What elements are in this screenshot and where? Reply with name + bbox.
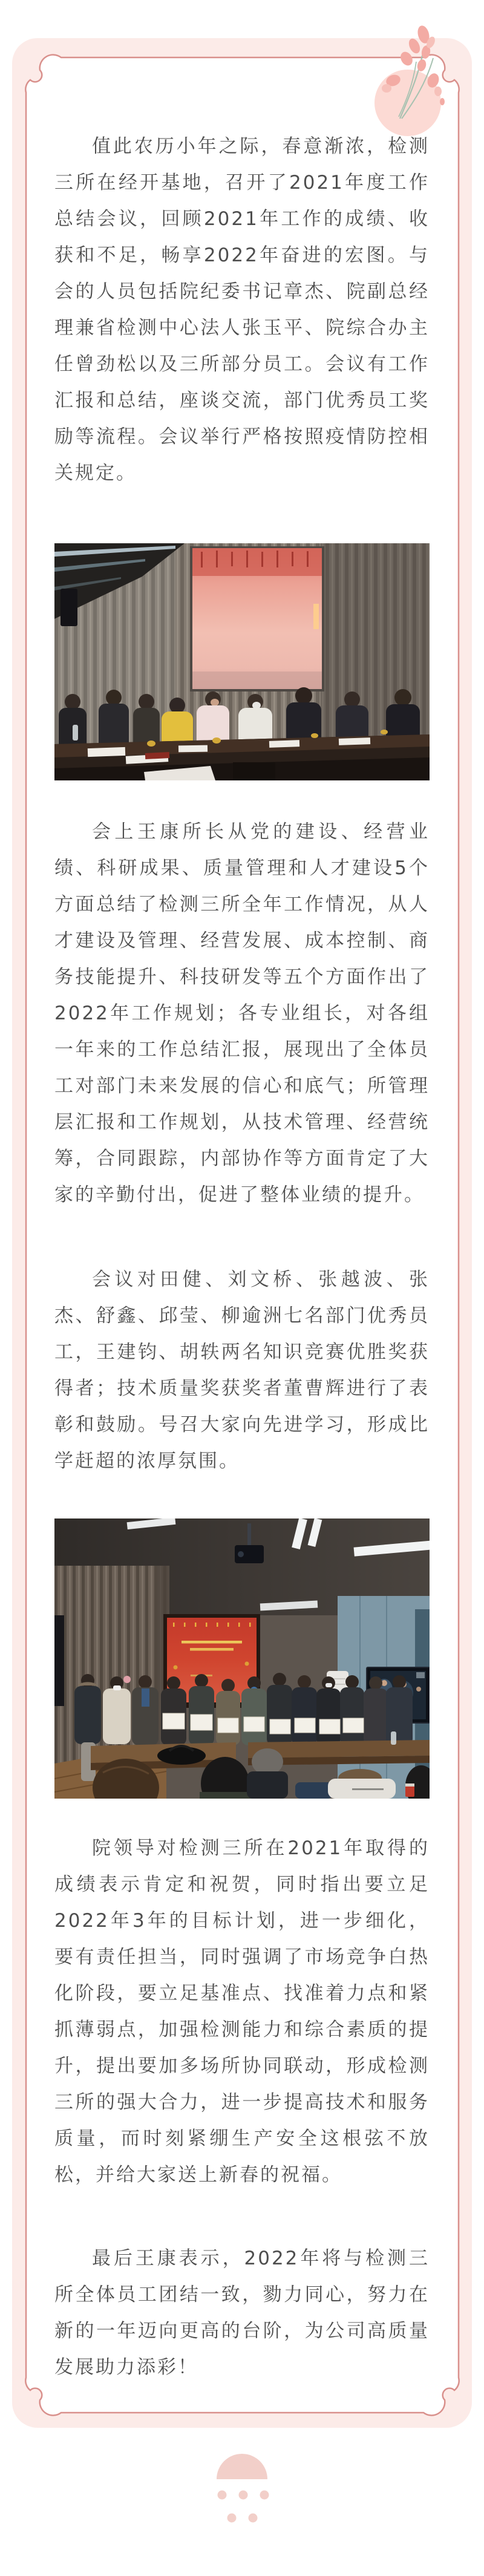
paragraph: 值此农历小年之际，春意渐浓，检测三所在经开基地，召开了2021年度工作总结会议，回顾2021年工作的成绩、收获和不足，畅享2022年奋进的宏图。与会的人员包括院纪委书记章杰、院副总经理兼省检测中心法人张玉平、院综合办主任曾劲松以及三所部分员工。会议有工作汇报和总结，座谈交流，部门优秀员工奖励等流程。会议举行严格按照疫情防控相关规定。 [54, 136, 430, 484]
paragraph: 最后王康表示，2022年将与检测三所全体员工团结一致，勠力同心，努力在新的一年迈向更高的台阶，为公司高质量发展助力添彩！ [54, 2247, 430, 2378]
paragraph: 会上王康所长从党的建设、经营业绩、科研成果、质量管理和人才建设5个方面总结了检测三所全年工作情况，从人才建设及管理、经营发展、成本控制、商务技能提升、科技研发等五个方面作出了2022年工作规划；各专业组长，对各组一年来的工作总结汇报，展现出了全体员工对部门未来发展的信心和底气；所管理层汇报和工作规划，从技术管理、经营统筹，合同跟踪，内部协作等方面肯定了大家的辛勤付出，促进了整体业绩的提升。 [54, 821, 430, 1206]
footer-ornament-icon [217, 2454, 269, 2523]
paragraph: 会议对田健、刘文桥、张越波、张杰、舒鑫、邱莹、柳逾洲七名部门优秀员工，王建钧、胡轶两名知识竞赛优胜奖获得者；技术质量奖获奖者董曹辉进行了表彰和鼓励。号召大家向先进学习，形成比学赶超的浓厚氛围。 [54, 1269, 430, 1472]
award-photo-2 [54, 1518, 430, 1799]
paragraph: 院领导对检测三所在2021年取得的成绩表示肯定和祝贺，同时指出要立足2022年3年的目标计划，进一步细化，要有责任担当，同时强调了市场竞争白热化阶段，要立足基准点、找准着力点和紧抓薄弱点，加强检测能力和综合素质的提升，提出要加多场所协同联动，形成检测三所的强大合力，进一步提高技术和服务质量，而时刻紧绷生产安全这根弦不放松，并给大家送上新春的祝福。 [54, 1837, 430, 2186]
meeting-photo-1 [54, 543, 430, 780]
